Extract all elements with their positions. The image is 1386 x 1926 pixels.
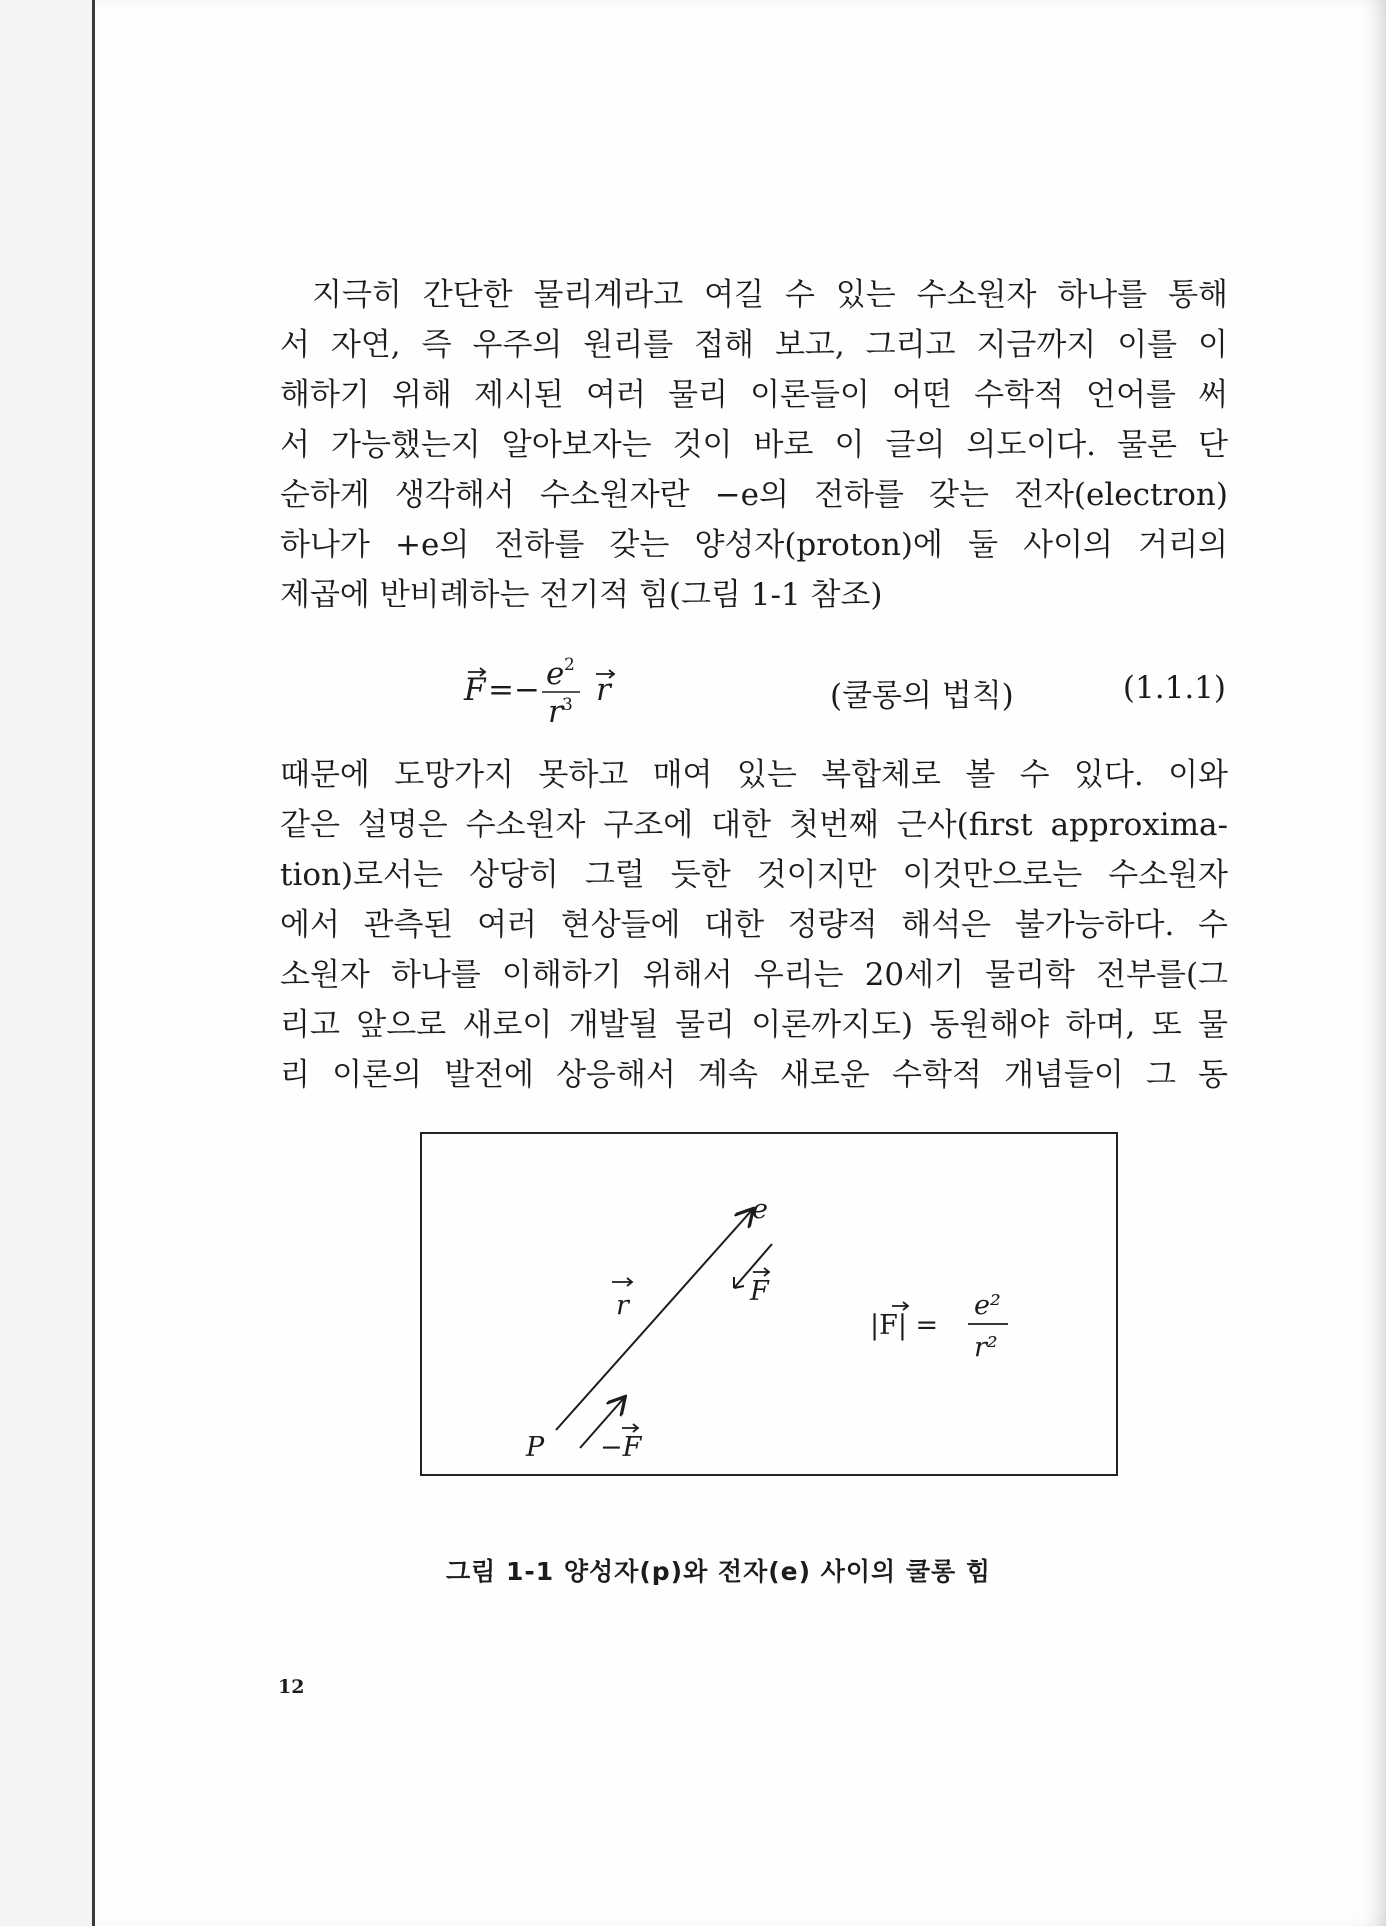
paragraph-line: 같은 설명은 수소원자 구조에 대한 첫번째 근사(first approxima- [280,807,1228,843]
vector-arrow-icon [892,1302,908,1310]
eq-equals: =− [488,672,540,708]
magnitude-numerator: e² [974,1290,1001,1321]
eq-denominator: r [548,694,563,730]
coulomb-diagram [422,1134,1116,1474]
vector-arrow-icon [612,1278,632,1286]
paragraph-line: tion)로서는 상당히 그럴 듯한 것이지만 이것만으로는 수소원자 [280,857,1228,893]
force-label: F [750,1276,769,1307]
paragraph-line: 에서 관측된 여러 현상들에 대한 정량적 해석은 불가능하다. 수 [280,907,1228,943]
paragraph-line: 제곱에 반비례하는 전기적 힘(그림 1-1 참조) [280,577,883,613]
paragraph-line: 리 이론의 발전에 상응해서 계속 새로운 수학적 개념들이 그 동 [280,1057,1228,1093]
eq-numerator: e [546,656,565,692]
page-number: 12 [278,1676,305,1698]
equation-formula [462,650,662,730]
equation-number: (1.1.1) [1122,670,1226,706]
eq-denominator-exp: 3 [562,695,573,715]
paragraph-line: 때문에 도망가지 못하고 매여 있는 복합체로 볼 수 있다. 이와 [280,757,1228,793]
vector-arrow-icon [753,1268,769,1276]
position-vector-label: r [616,1290,629,1321]
magnitude-denominator: r² [974,1332,998,1363]
eq-force-symbol: F [464,672,486,708]
paragraph-line: 리고 앞으로 새로이 개발될 물리 이론까지도) 동원해야 하며, 또 물 [280,1007,1228,1043]
paragraph-line: 서 가능했는지 알아보자는 것이 바로 이 글의 의도이다. 물론 단 [280,427,1228,463]
eq-numerator-exp: 2 [564,655,575,675]
coulomb-equation [280,650,1228,730]
figure-coulomb-force [420,1132,1118,1476]
paragraph-1 [280,270,1228,620]
figure-caption: 그림 1-1 양성자(p)와 전자(e) 사이의 쿨롱 힘 [446,1557,992,1586]
paragraph-line: 서 자연, 즉 우주의 원리를 접해 보고, 그리고 지금까지 이를 이 [280,327,1228,363]
paragraph-line: 순하게 생각해서 수소원자란 −e의 전하를 갖는 전자(electron) [280,477,1228,513]
eq-vector-r: r [596,672,611,708]
paragraph-2 [280,750,1228,1100]
vector-arrow-icon [622,1424,638,1432]
equation-label: (쿨롱의 법칙) [830,678,1014,714]
paragraph-line: 소원자 하나를 이해하기 위해서 우리는 20세기 물리학 전부를(그 [280,957,1228,993]
neg-force-label: −F [600,1432,642,1463]
paragraph-line: 하나가 +e의 전하를 갖는 양성자(proton)에 둘 사이의 거리의 [280,527,1228,563]
proton-label: P [526,1432,545,1463]
electron-label: e [752,1194,768,1225]
magnitude-lhs: |F| = [870,1310,939,1341]
paragraph-line: 해하기 위해 제시된 여러 물리 이론들이 어떤 수학적 언어를 써 [280,377,1228,413]
paragraph-line: 지극히 간단한 물리계라고 여길 수 있는 수소원자 하나를 통해 [312,277,1228,313]
position-vector-line [556,1210,752,1430]
